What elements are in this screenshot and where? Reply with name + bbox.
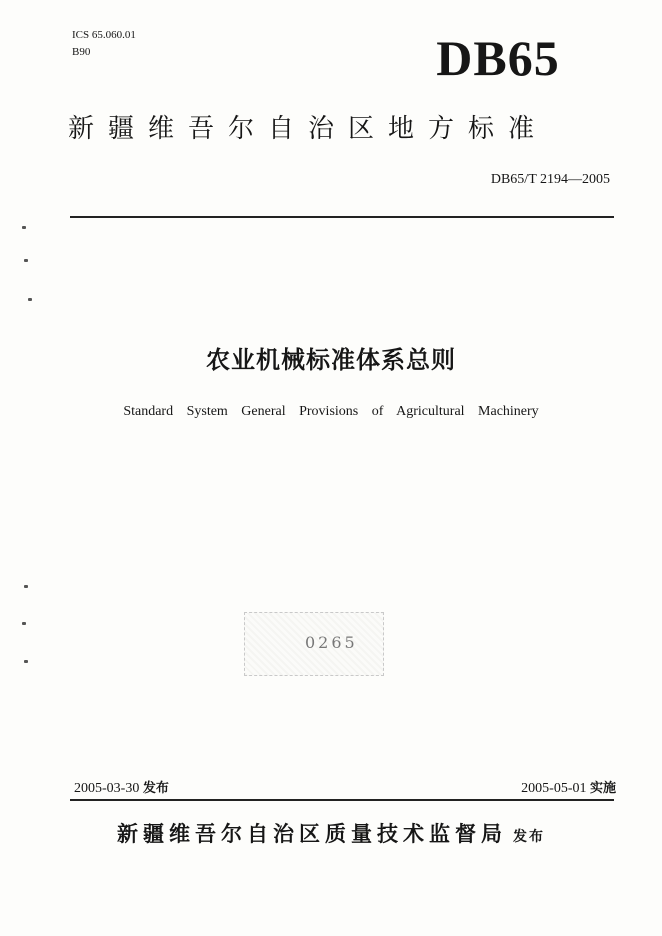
- library-stamp: [244, 612, 384, 676]
- scan-mark: [24, 259, 28, 262]
- implementation-label: 实施: [589, 781, 616, 796]
- stamp-number: 0265: [305, 633, 358, 652]
- scan-mark: [24, 585, 28, 588]
- implementation-date: 2005-05-01: [521, 781, 587, 796]
- header-divider: [70, 216, 614, 218]
- db65-logo: DB65: [436, 30, 560, 86]
- issuing-organization: 新疆维吾尔自治区质量技术监督局: [117, 822, 507, 846]
- footer-divider: [70, 799, 614, 801]
- classification-code: B90: [72, 46, 91, 58]
- issue-date: 2005-03-30: [74, 781, 140, 796]
- scan-mark: [24, 660, 28, 663]
- scan-mark: [28, 298, 32, 301]
- document-title-english: Standard System General Provisions of Agricultural Machinery: [123, 404, 539, 419]
- issuer-line: [0, 818, 662, 848]
- issue-label: 发布: [142, 781, 169, 796]
- ics-code: ICS 65.060.01: [72, 29, 136, 41]
- issue-date-line: [74, 780, 169, 798]
- document-title-chinese: 农业机械标准体系总则: [206, 346, 456, 374]
- scan-mark: [22, 622, 26, 625]
- standard-number: DB65/T 2194—2005: [490, 172, 610, 187]
- scan-mark: [22, 226, 26, 229]
- implementation-date-line: [521, 780, 616, 798]
- issuer-action: 发布: [513, 829, 545, 845]
- issuing-authority-heading: 新疆维吾尔自治区地方标准: [68, 114, 549, 144]
